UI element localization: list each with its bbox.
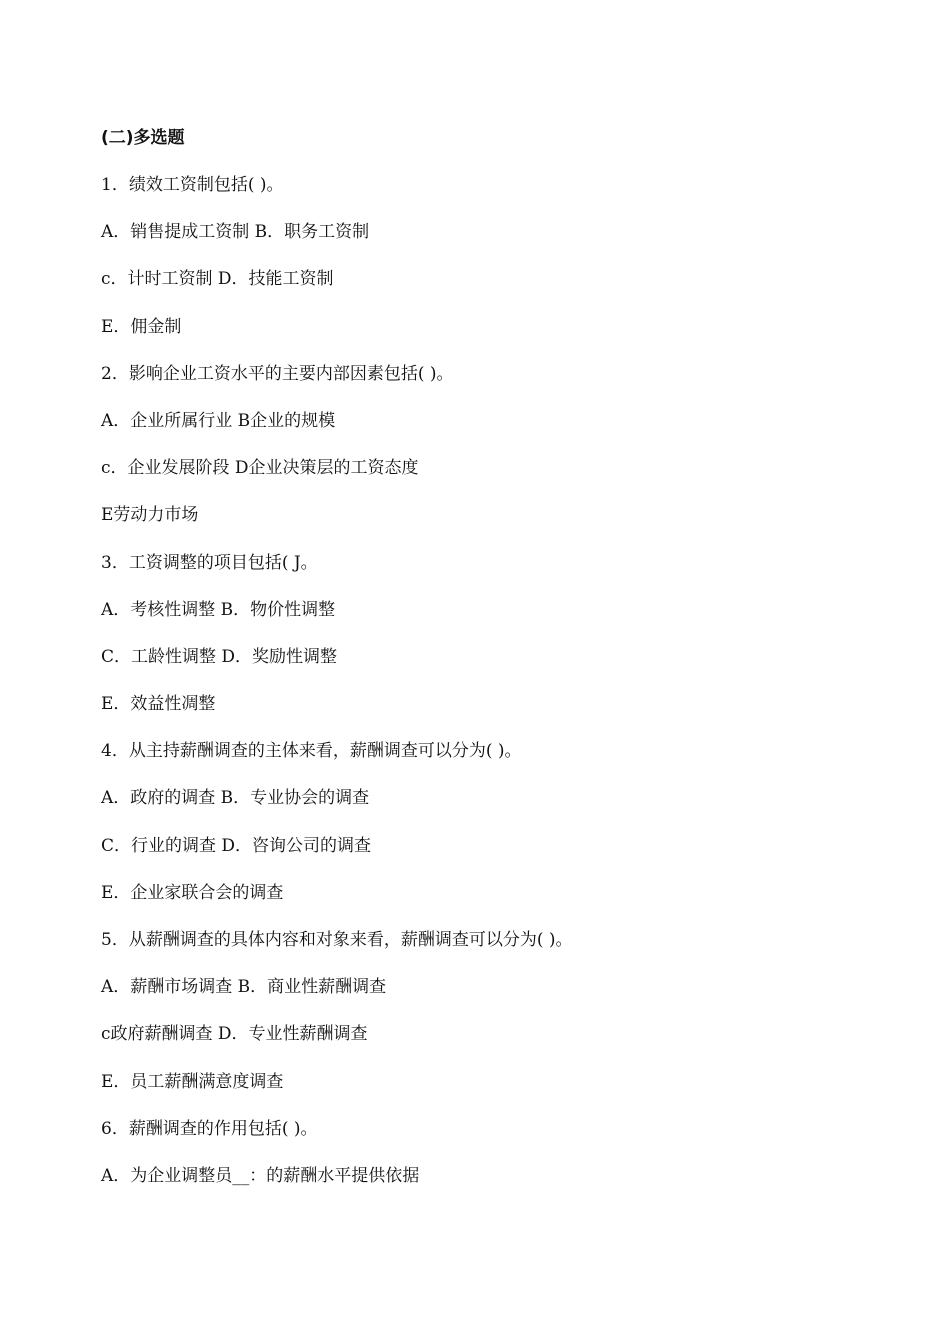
question-stem-2: 2．影响企业工资水平的主要内部因素包括( )。: [101, 363, 454, 384]
option-line: E．企业家联合会的调查: [101, 882, 284, 903]
option-line: c．企业发展阶段 D企业决策层的工资态度: [101, 458, 419, 479]
option-line: c政府薪酬调查 D．专业性薪酬调查: [101, 1024, 368, 1045]
option-line: A．薪酬市场调查 B．商业性薪酬调查: [101, 977, 387, 998]
option-line: A．为企业调整员__：的薪酬水平提供依据: [101, 1165, 420, 1186]
option-line: A．销售提成工资制 B．职务工资制: [101, 222, 370, 243]
option-line: C．工龄性调整 D．奖励性调整: [101, 646, 338, 667]
option-line: E．效益性凋整: [101, 694, 216, 715]
question-stem-3: 3．工资调整的项目包括( J。: [101, 552, 318, 573]
question-stem-6: 6．薪酬调查的作用包括( )。: [101, 1118, 318, 1139]
question-list: [101, 173, 572, 1211]
option-line: E．员工薪酬满意度调查: [101, 1071, 284, 1092]
question-stem-4: 4．从主持薪酬调查的主体来看，薪酬调查可以分为( )。: [101, 741, 522, 762]
option-line: E劳动力巿场: [101, 505, 199, 526]
option-line: A．政府的调查 B．专业协会的调查: [101, 788, 370, 809]
option-line: E．佣金制: [101, 316, 182, 337]
option-line: C．行业的调查 D．咨询公司的调查: [101, 835, 372, 856]
option-line: A．考核性调整 B．物价性调整: [101, 599, 336, 620]
option-line: A．企业所属行业 B企业的规模: [101, 410, 336, 431]
question-stem-1: 1．绩效工资制包括( )。: [101, 175, 284, 195]
section-heading: (二)多选题: [101, 128, 185, 148]
option-line: c．计时工资制 D．技能工资制: [101, 269, 334, 290]
question-stem-5: 5．从薪酬调查的具体内容和对象来看，薪酬调查可以分为( )。: [101, 930, 573, 950]
